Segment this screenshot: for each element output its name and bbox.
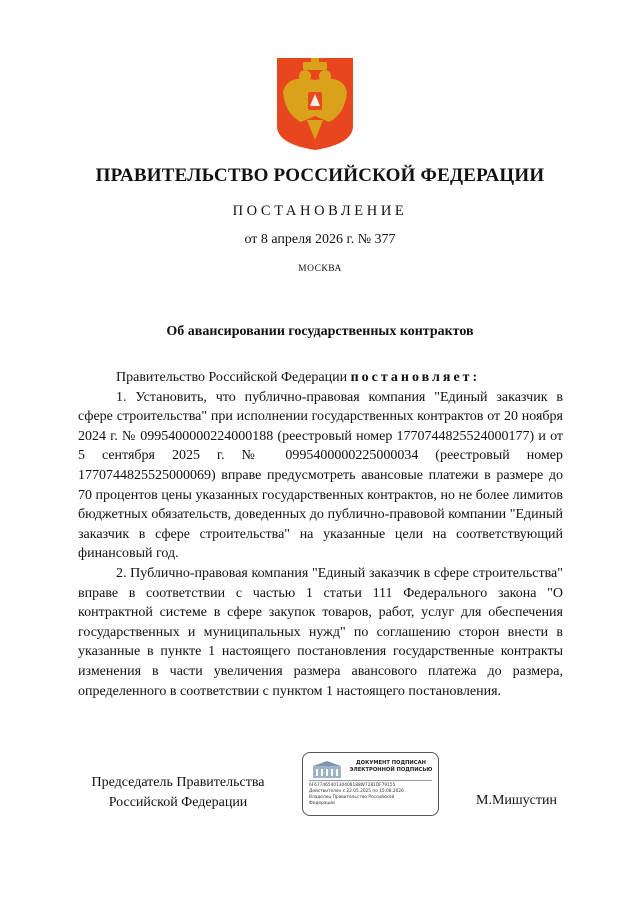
paragraph-1: 1. Установить, что публично-правовая компания "Единый заказчик в сфере строительства" при исполнении государственных контрактов от 20 ноября 2024 г. № 0995400000224000188 (реестровый номер 1770744825524000177) и от 5 сентября 2025 г. № 0995400000225000034 (реестровый номер 1770744825525000069) вправе предусмотреть авансовые платежи в размере до 70 процентов цены указанных государственных контрактов, но не более лимитов бюджетных обязательств, доведенных до публично-правовой компании "Единый заказчик в сфере строительства" на указанные цели на соответствующий финансовый год. bbox=[78, 389, 563, 562]
signer-position bbox=[78, 773, 278, 813]
intro-verb: постановляет: bbox=[350, 370, 481, 385]
document-body bbox=[78, 368, 563, 701]
document-date-number: от 8 апреля 2026 г. № 377 bbox=[244, 232, 396, 247]
stamp-heading bbox=[347, 760, 435, 774]
stamp-heading-line1: ДОКУМЕНТ ПОДПИСАН bbox=[356, 760, 426, 766]
stamp-divider bbox=[309, 780, 432, 781]
intro-text: Правительство Российской Федерации bbox=[116, 370, 351, 385]
signer-position-line1: Председатель Правительства bbox=[91, 775, 265, 790]
government-heading: ПРАВИТЕЛЬСТВО РОССИЙСКОЙ ФЕДЕРАЦИИ bbox=[95, 165, 545, 186]
stamp-owner-line2: Федерации bbox=[309, 801, 335, 806]
document-kind: ПОСТАНОВЛЕНИЕ bbox=[232, 203, 408, 219]
stamp-heading-line2: ЭЛЕКТРОННОЙ ПОДПИСЬЮ bbox=[349, 767, 433, 773]
stamp-details bbox=[309, 783, 404, 807]
stamp-serial: 6F67746540130408188W7281DF79155 bbox=[309, 783, 396, 788]
building-icon bbox=[312, 761, 342, 779]
document-title: Об авансировании государственных контрактов bbox=[166, 324, 474, 339]
stamp-validity: Действителен с 22.05.2025 по 15.08.2026 bbox=[309, 789, 404, 794]
signer-position-line2: Российской Федерации bbox=[108, 795, 248, 810]
paragraph-2: 2. Публично-правовая компания "Единый заказчик в сфере строительства" вправе в соответствии с частью 1 статьи 111 Федерального закона "О контрактной системе в сфере закупок товаров, работ, услуг для обеспечения государственных и муниципальных нужд" по соглашению сторон внести в указанные в пункте 1 настоящего постановления государственные контракты изменения в части увеличения размера авансового платежа до размера, определенного в соответствии с пунктом 1 настоящего постановления. bbox=[78, 565, 563, 699]
intro-paragraph bbox=[78, 368, 563, 388]
electronic-signature-stamp bbox=[302, 752, 439, 816]
signer-name: М.Мишустин bbox=[476, 793, 557, 808]
coat-of-arms-emblem bbox=[275, 56, 355, 152]
stamp-owner-line1: Владелец Правительство Российской bbox=[309, 795, 395, 800]
document-city: МОСКВА bbox=[298, 264, 342, 274]
